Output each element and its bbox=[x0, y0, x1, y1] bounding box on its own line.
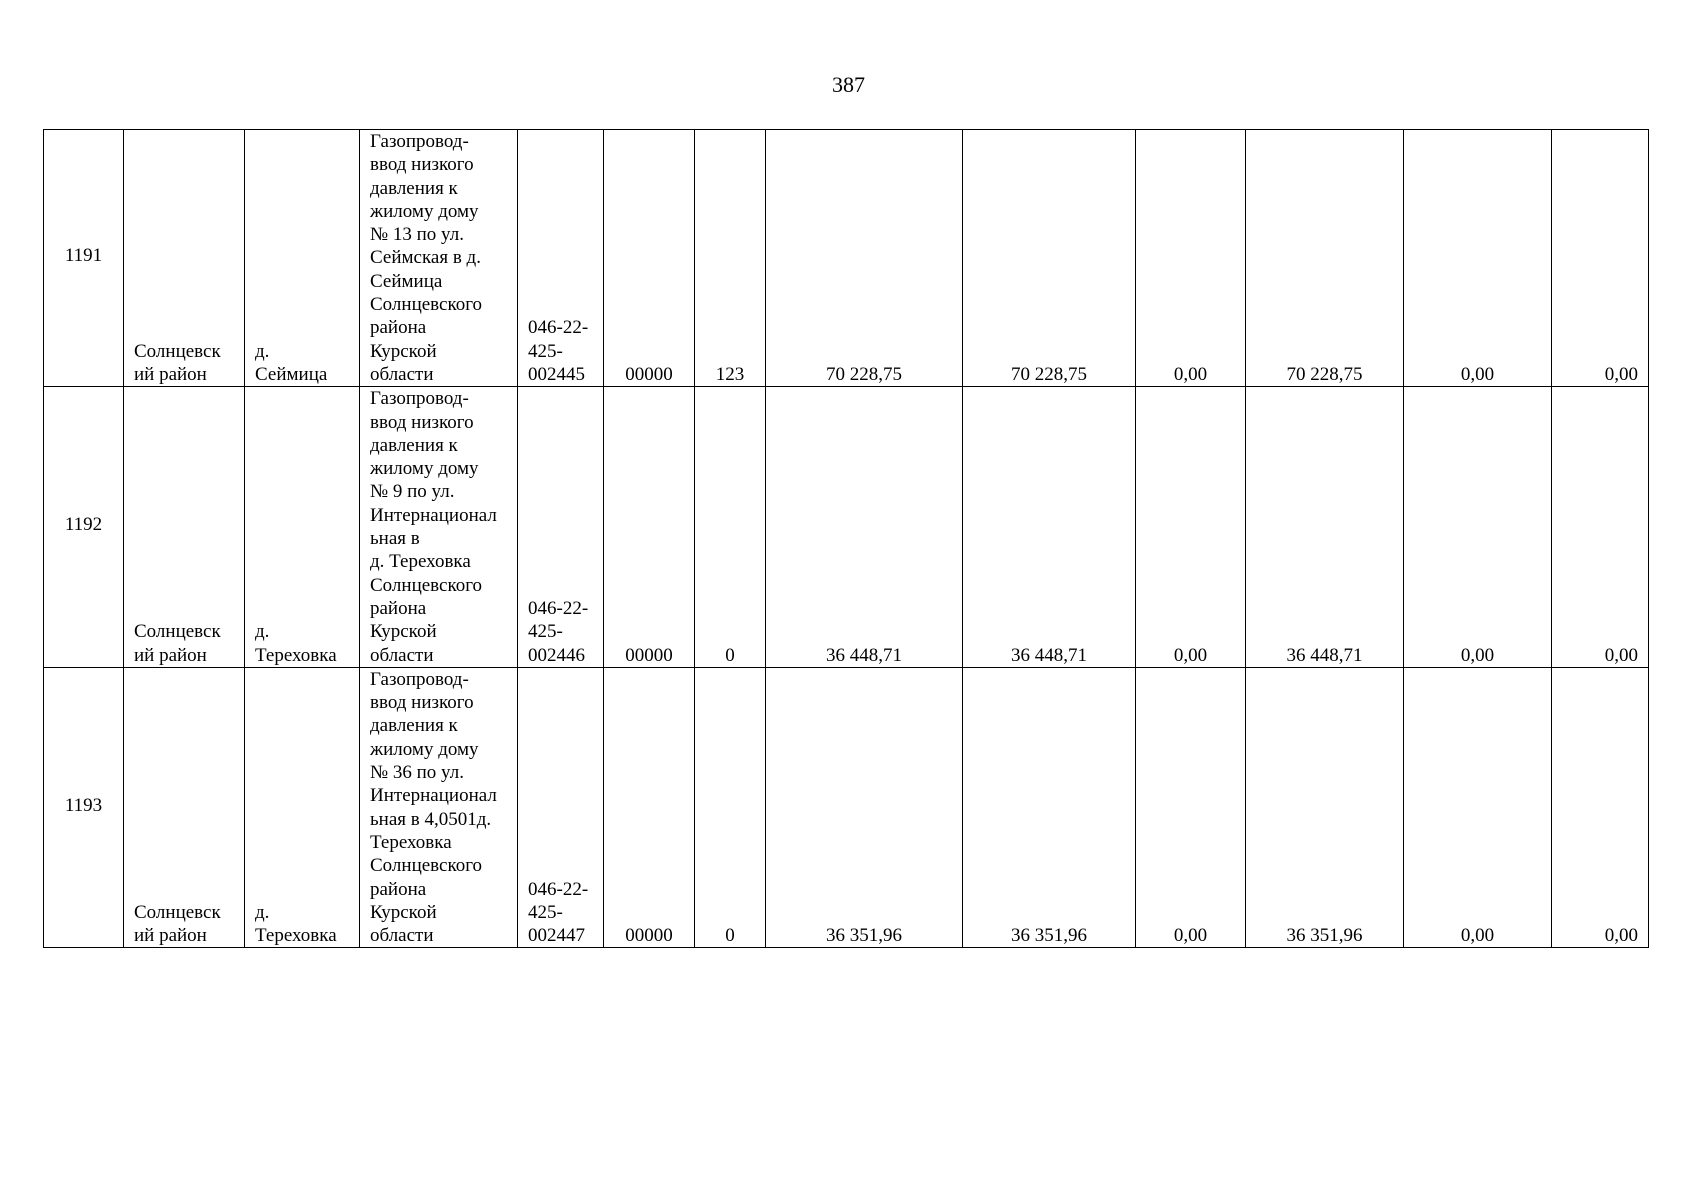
code: 00000 bbox=[625, 644, 673, 666]
object-description: Газопровод- ввод низкого давления к жилому дому № 13 по ул. Сеймская в д. Сеймица Солнцевского района Курской области bbox=[370, 131, 483, 385]
code-cell bbox=[604, 130, 695, 387]
district: Солнцевск ий район bbox=[134, 340, 221, 385]
value-4-cell bbox=[1246, 130, 1404, 387]
cadastral-number: 046-22- 425- 002447 bbox=[528, 878, 589, 947]
locality: д. Сеймица bbox=[255, 340, 328, 385]
code-cell bbox=[604, 387, 695, 668]
value-2-cell bbox=[963, 387, 1136, 668]
value-2: 36 351,96 bbox=[1011, 925, 1087, 947]
cadastral-cell bbox=[518, 667, 604, 948]
row-number-cell bbox=[44, 130, 124, 387]
value-1-cell bbox=[766, 667, 963, 948]
value-4: 70 228,75 bbox=[1286, 363, 1363, 385]
value-6-cell bbox=[1552, 387, 1649, 668]
value-2: 36 448,71 bbox=[1011, 644, 1087, 666]
value-2: 70 228,75 bbox=[1011, 363, 1087, 385]
object-cell bbox=[360, 667, 518, 948]
value-3-cell bbox=[1136, 667, 1246, 948]
row-number: 1192 bbox=[64, 514, 103, 536]
registry-table bbox=[43, 129, 1649, 948]
district: Солнцевск ий район bbox=[134, 621, 221, 666]
object-description: Газопровод- ввод низкого давления к жилому дому № 36 по ул. Интернационал ьная в 4,0501д. Тереховка Солнцевского района Курской области bbox=[370, 668, 497, 947]
page-number: 387 bbox=[832, 72, 865, 97]
code: 00000 bbox=[625, 925, 673, 947]
value-3-cell bbox=[1136, 130, 1246, 387]
value-4: 36 351,96 bbox=[1286, 925, 1363, 947]
row-number: 1193 bbox=[64, 794, 103, 816]
value-2-cell bbox=[963, 130, 1136, 387]
value-6: 0,00 bbox=[1604, 925, 1638, 947]
row-number-cell bbox=[44, 667, 124, 948]
quantity-cell bbox=[695, 667, 766, 948]
value-5: 0,00 bbox=[1460, 363, 1495, 385]
table-row bbox=[44, 667, 1649, 948]
value-5: 0,00 bbox=[1460, 644, 1495, 666]
value-1-cell bbox=[766, 130, 963, 387]
cadastral-number: 046-22- 425- 002445 bbox=[528, 317, 589, 385]
object-cell bbox=[360, 387, 518, 668]
cadastral-cell bbox=[518, 387, 604, 668]
locality: д. Тереховка bbox=[255, 621, 337, 666]
code: 00000 bbox=[625, 363, 673, 385]
value-1: 70 228,75 bbox=[826, 363, 902, 385]
table-row bbox=[44, 130, 1649, 387]
quantity: 0 bbox=[725, 925, 735, 947]
value-4-cell bbox=[1246, 667, 1404, 948]
row-number: 1191 bbox=[64, 245, 103, 267]
quantity: 0 bbox=[725, 644, 735, 666]
value-4: 36 448,71 bbox=[1286, 644, 1363, 666]
cadastral-number: 046-22- 425- 002446 bbox=[528, 597, 589, 666]
locality-cell bbox=[245, 667, 360, 948]
value-6: 0,00 bbox=[1604, 644, 1638, 666]
locality-cell bbox=[245, 387, 360, 668]
value-4-cell bbox=[1246, 387, 1404, 668]
locality: д. Тереховка bbox=[255, 901, 337, 947]
value-3-cell bbox=[1136, 387, 1246, 668]
row-number-cell bbox=[44, 387, 124, 668]
quantity-cell bbox=[695, 387, 766, 668]
value-6: 0,00 bbox=[1604, 363, 1638, 385]
value-5-cell bbox=[1404, 667, 1552, 948]
value-1: 36 448,71 bbox=[826, 644, 902, 666]
value-1: 36 351,96 bbox=[826, 925, 902, 947]
object-cell bbox=[360, 130, 518, 387]
quantity: 123 bbox=[715, 363, 745, 385]
object-description: Газопровод- ввод низкого давления к жилому дому № 9 по ул. Интернационал ьная в д. Тереховка Солнцевского района Курской области bbox=[370, 388, 497, 666]
locality-cell bbox=[245, 130, 360, 387]
cadastral-cell bbox=[518, 130, 604, 387]
value-5: 0,00 bbox=[1460, 925, 1495, 947]
value-3: 0,00 bbox=[1173, 925, 1208, 947]
code-cell bbox=[604, 667, 695, 948]
value-5-cell bbox=[1404, 387, 1552, 668]
district-cell bbox=[124, 667, 245, 948]
district-cell bbox=[124, 387, 245, 668]
value-1-cell bbox=[766, 387, 963, 668]
value-3: 0,00 bbox=[1173, 644, 1208, 666]
district-cell bbox=[124, 130, 245, 387]
value-6-cell bbox=[1552, 667, 1649, 948]
value-6-cell bbox=[1552, 130, 1649, 387]
quantity-cell bbox=[695, 130, 766, 387]
table-row bbox=[44, 387, 1649, 668]
value-5-cell bbox=[1404, 130, 1552, 387]
value-3: 0,00 bbox=[1173, 363, 1208, 385]
value-2-cell bbox=[963, 667, 1136, 948]
district: Солнцевск ий район bbox=[134, 901, 221, 947]
